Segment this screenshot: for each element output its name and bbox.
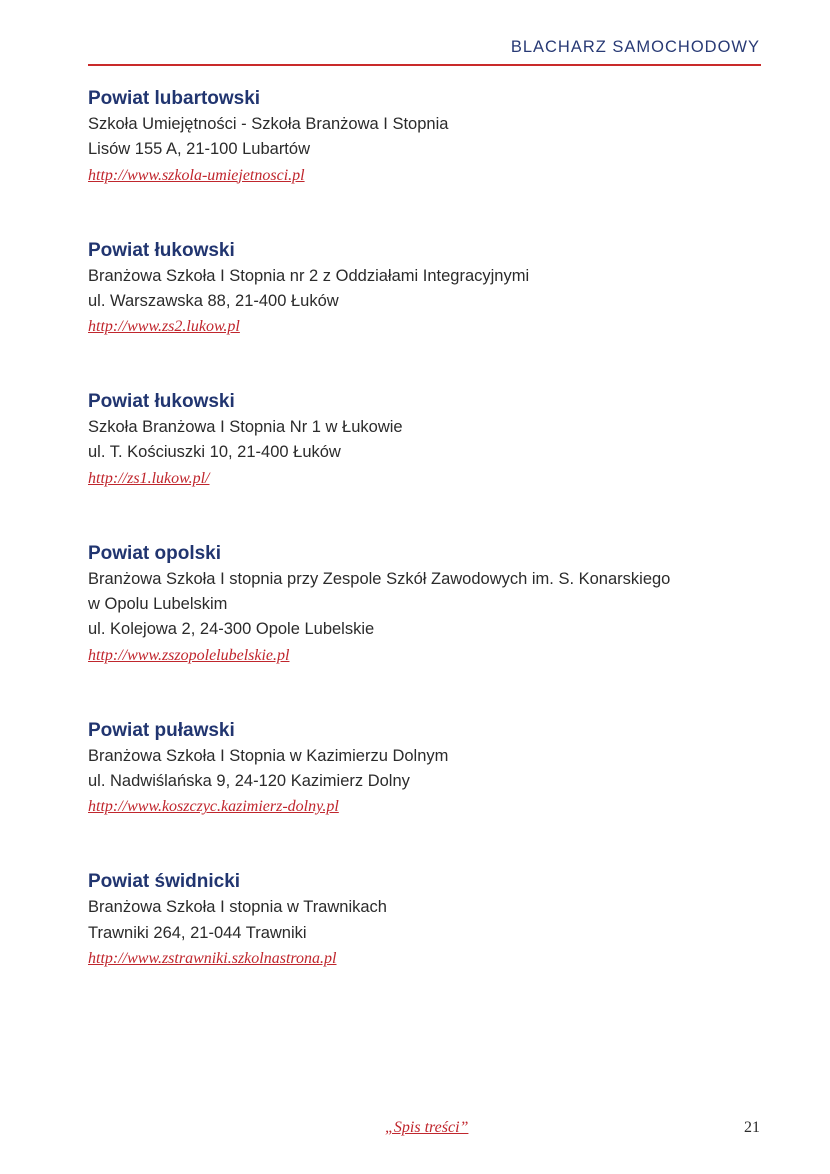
table-of-contents-link[interactable]: „Spis treści” xyxy=(385,1119,469,1136)
county-heading: Powiat lubartowski xyxy=(88,88,261,109)
school-name: Szkoła Branżowa I Stopnia Nr 1 w Łukowie xyxy=(88,418,403,437)
school-name: Branżowa Szkoła I Stopnia nr 2 z Oddziałami Integracyjnymi xyxy=(88,266,530,285)
school-name: Branżowa Szkoła I Stopnia w Kazimierzu Dolnym xyxy=(88,746,449,765)
school-website-link[interactable]: http://www.szkola-umiejetnosci.pl xyxy=(88,166,305,184)
school-address: Lisów 155 A, 21-100 Lubartów xyxy=(88,140,310,159)
school-name: Branżowa Szkoła I stopnia w Trawnikach xyxy=(88,898,387,917)
school-name: Branżowa Szkoła I stopnia przy Zespole Szkół Zawodowych im. S. Konarskiego xyxy=(88,569,671,588)
school-entry-lubartowski xyxy=(88,86,760,188)
header-divider xyxy=(88,64,761,66)
school-entry-opolski xyxy=(88,541,760,668)
school-website-link[interactable]: http://www.zszopolelubelskie.pl xyxy=(88,646,290,664)
school-address: ul. Warszawska 88, 21-400 Łuków xyxy=(88,291,339,310)
school-entry-swidnicki xyxy=(88,869,760,971)
county-heading: Powiat puławski xyxy=(88,719,235,741)
school-website-link[interactable]: http://zs1.lukow.pl/ xyxy=(88,469,210,487)
page-number: 21 xyxy=(744,1119,760,1136)
school-name: Szkoła Umiejętności - Szkoła Branżowa I Stopnia xyxy=(88,115,449,133)
county-heading: Powiat opolski xyxy=(88,542,222,564)
school-list xyxy=(88,86,760,971)
school-address: ul. Nadwiślańska 9, 24-120 Kazimierz Dolny xyxy=(88,771,410,790)
school-entry-pulawski xyxy=(88,718,760,820)
county-heading: Powiat świdnicki xyxy=(88,871,241,893)
school-entry-lukowski-1 xyxy=(88,238,760,340)
school-address: ul. T. Kościuszki 10, 21-400 Łuków xyxy=(88,443,341,462)
school-address: Trawniki 264, 21-044 Trawniki xyxy=(88,923,307,942)
county-heading: Powiat łukowski xyxy=(88,239,235,261)
school-website-link[interactable]: http://www.zs2.lukow.pl xyxy=(88,318,240,336)
school-name-continued: w Opolu Lubelskim xyxy=(88,595,228,614)
school-address: ul. Kolejowa 2, 24-300 Opole Lubelskie xyxy=(88,620,375,639)
county-heading: Powiat łukowski xyxy=(88,391,235,413)
running-header-title: BLACHARZ SAMOCHODOWY xyxy=(510,38,760,56)
school-website-link[interactable]: http://www.zstrawniki.szkolnastrona.pl xyxy=(88,949,337,967)
school-entry-lukowski-2 xyxy=(88,389,760,491)
school-website-link[interactable]: http://www.koszczyc.kazimierz-dolny.pl xyxy=(88,798,339,816)
